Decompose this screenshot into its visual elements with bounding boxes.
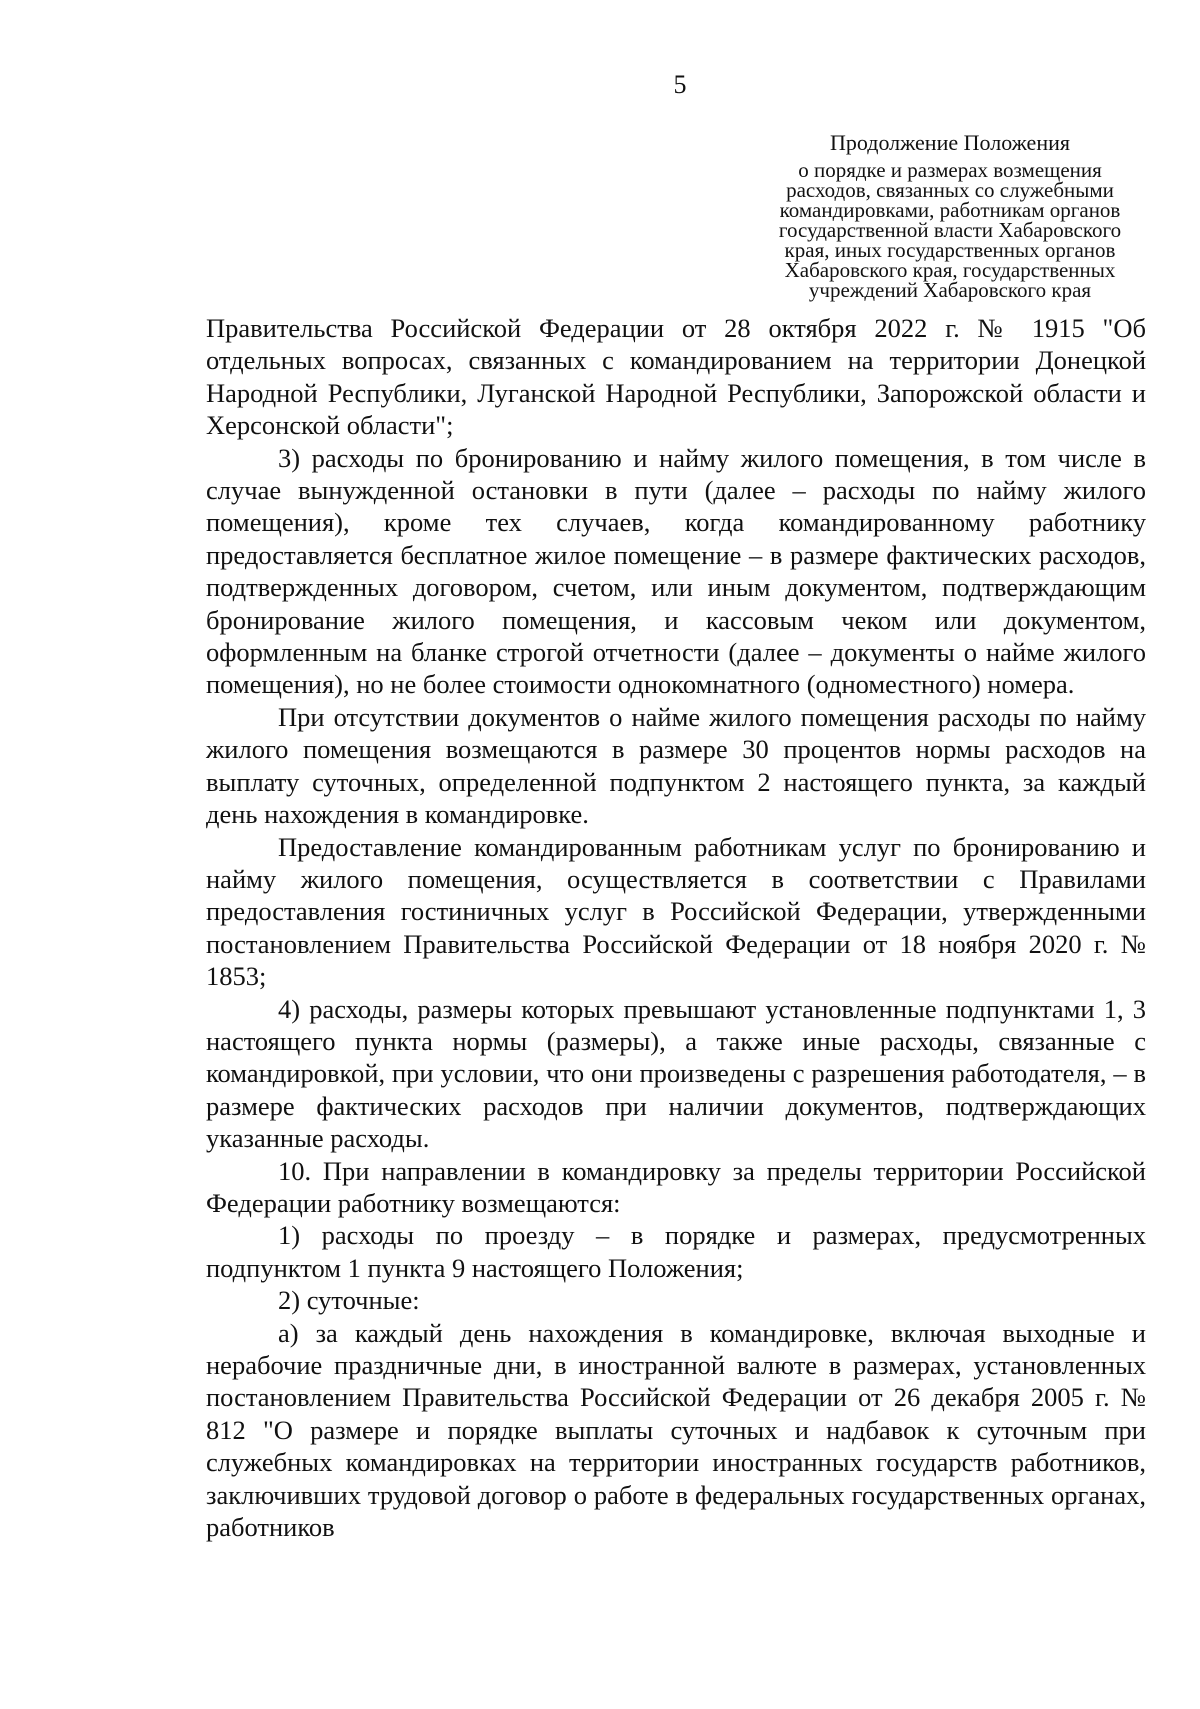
paragraph-item-4: 4) расходы, размеры которых превышают установленные подпунктами 1, 3 настоящего пункта нормы (размеры), а также иные расходы, связанные с командировкой, при условии, что они произведены с разрешения работодателя, – в размере фактических расходов при наличии документов, подтверждающих указанные расходы. [206,993,1146,1154]
paragraph-no-documents: При отсутствии документов о найме жилого помещения расходы по найму жилого помещения возмещаются в размере 30 процентов нормы расходов на выплату суточных, определенной подпунктом 2 настоящего пункта, за каждый день нахождения в командировке. [206,701,1146,830]
header-subtitle: о порядке и размерах возмещения расходов, связанных со служебными командировками, работникам органов государственной власти Хабаровского края, иных государственных органов Хабаровского края, государственных учреждений Хабаровского края [778,158,1122,302]
document-body [206,312,1146,1543]
paragraph-section-10-item-2: 2) суточные: [278,1285,420,1316]
paragraph-item-3: 3) расходы по бронированию и найму жилого помещения, в том числе в случае вынужденной остановки в пути (далее – расходы по найму жилого помещения), кроме тех случаев, когда командированному работнику предоставляется бесплатное жилое помещение – в размере фактических расходов, подтвержденных договором, счетом, или иным документом, подтверждающим бронирование жилого помещения, и кассовым чеком или документом, оформленным на бланке строгой отчетности (далее – документы о найме жилого помещения), но не более стоимости однокомнатного (одноместного) номера. [206,442,1146,700]
paragraph-hotel-services: Предоставление командированным работникам услуг по бронированию и найму жилого помещения, осуществляется в соответствии с Правилами предоставления гостиничных услуг в Российской Федерации, утвержденными постановлением Правительства Российской Федерации от 18 ноября 2020 г. № 1853; [206,831,1146,992]
header-title: Продолжение Положения [830,130,1070,155]
page-number: 5 [673,70,687,99]
paragraph-section-10-item-1: 1) расходы по проезду – в порядке и размерах, предусмотренных подпунктом 1 пункта 9 настоящего Положения; [206,1220,1146,1283]
paragraph-section-10-item-2a: а) за каждый день нахождения в командировке, включая выходные и нерабочие праздничные дни, в иностранной валюте в размерах, установленных постановлением Правительства Российской Федерации от 26 декабря 2005 г. № 812 "О размере и порядке выплаты суточных и надбавок к суточным при служебных командировках на территории иностранных государств работников, заключивших трудовой договор о работе в федеральных государственных органах, работников [206,1317,1146,1543]
paragraph-section-10: 10. При направлении в командировку за пределы территории Российской Федерации работнику возмещаются: [206,1155,1146,1218]
document-header [740,130,1160,300]
paragraph-continuation: Правительства Российской Федерации от 28 октября 2022 г. № 1915 "Об отдельных вопросах, связанных с командированием на территории Донецкой Народной Республики, Луганской Народной Республики, Запорожской области и Херсонской области"; [206,313,1146,441]
